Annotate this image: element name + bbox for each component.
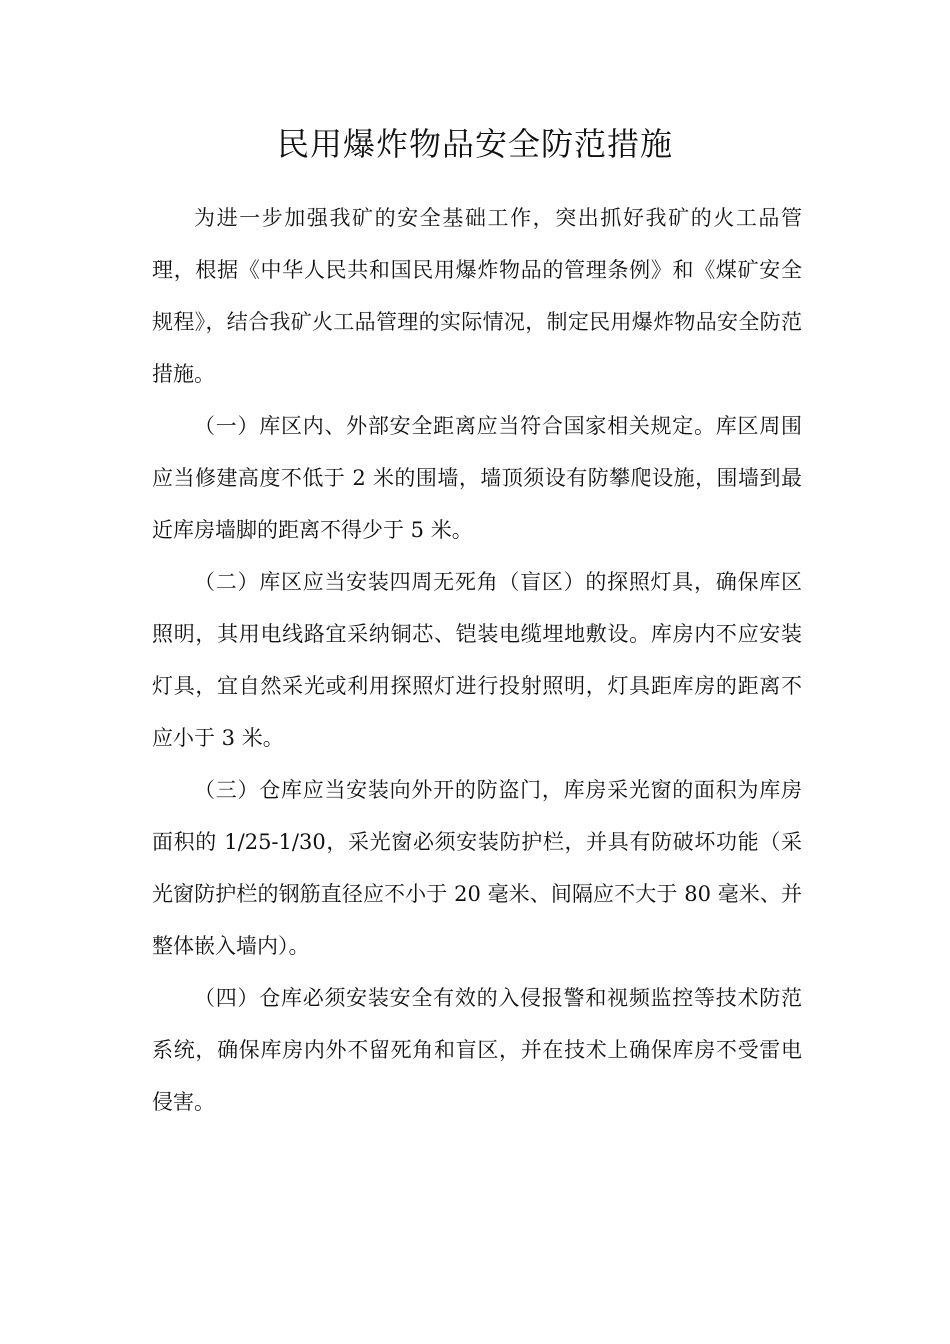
document-body [152, 192, 802, 1128]
paragraph-section-3: （三）仓库应当安装向外开的防盗门，库房采光窗的面积为库房面积的 1/25-1/30，采光窗必须安装防护栏，并具有防破坏功能（采光窗防护栏的钢筋直径应不小于 20 毫米、间隔应不大于 80 毫米、并整体嵌入墙内）。 [152, 778, 802, 958]
paragraph-section-1: （一）库区内、外部安全距离应当符合国家相关规定。库区周围应当修建高度不低于 2 米的围墙，墙顶须设有防攀爬设施，围墙到最近库房墙脚的距离不得少于 5 米。 [152, 414, 802, 542]
document-title: 民用爆炸物品安全防范措施 [276, 125, 673, 163]
paragraph-section-4: （四）仓库必须安装安全有效的入侵报警和视频监控等技术防范系统，确保库房内外不留死角和盲区，并在技术上确保库房不受雷电侵害。 [152, 986, 802, 1114]
paragraph-section-2: （二）库区应当安装四周无死角（盲区）的探照灯具，确保库区照明，其用电线路宜采纳铜芯、铠装电缆埋地敷设。库房内不应安装灯具，宜自然采光或利用探照灯进行投射照明，灯具距库房的距离不应小于 3 米。 [152, 570, 802, 750]
paragraph-intro: 为进一步加强我矿的安全基础工作，突出抓好我矿的火工品管理，根据《中华人民共和国民用爆炸物品的管理条例》和《煤矿安全规程》，结合我矿火工品管理的实际情况，制定民用爆炸物品安全防范措施。 [152, 206, 802, 386]
